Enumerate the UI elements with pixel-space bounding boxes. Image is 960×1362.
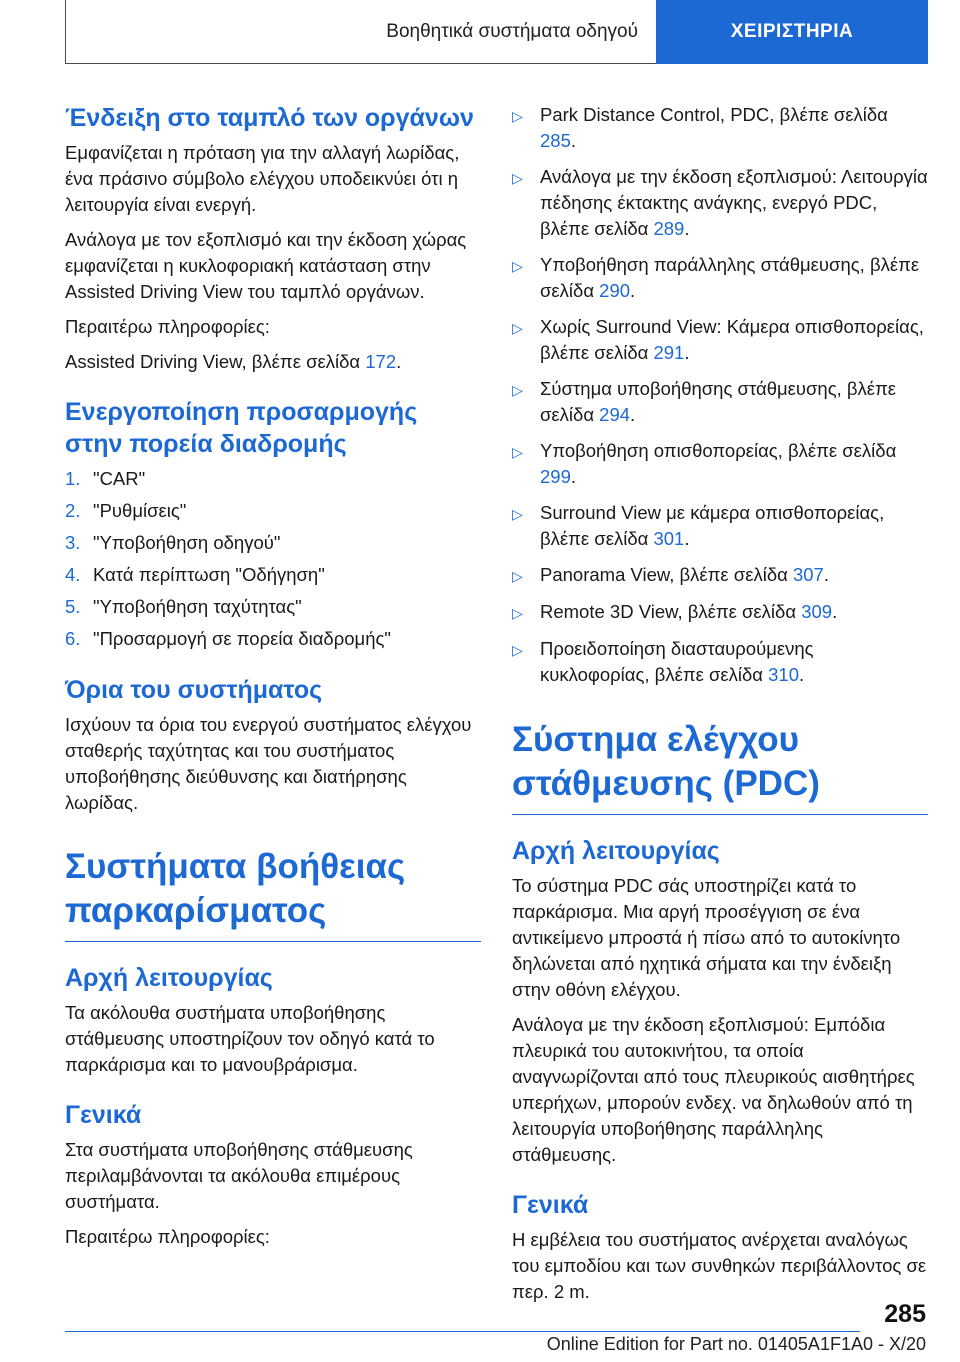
triangle-bullet-icon: ▷ — [512, 382, 523, 398]
list-item — [512, 164, 928, 242]
ref-text: Surround View με κάμερα οπισθοπορείας, βλέπε σελίδα — [540, 502, 885, 549]
triangle-bullet-icon: ▷ — [512, 258, 523, 274]
page-link[interactable]: 309 — [801, 601, 833, 622]
paragraph-more-info-2: Περαιτέρω πληροφορίες: — [65, 1226, 270, 1247]
list-item — [512, 252, 928, 304]
heading-principle-pdc: Αρχή λειτουργίας — [512, 837, 720, 865]
step-number: 6. — [65, 628, 81, 649]
step-text: "Υποβοήθηση οδηγού" — [93, 532, 281, 553]
step-item — [65, 466, 481, 492]
heading-principle: Αρχή λειτουργίας — [65, 964, 273, 992]
ref-end: . — [684, 218, 690, 239]
step-number: 4. — [65, 564, 81, 585]
page-link[interactable]: 291 — [653, 342, 685, 363]
step-number: 1. — [65, 468, 81, 489]
step-text: "Προσαρμογή σε πορεία διαδρομής" — [93, 628, 391, 649]
ref-text: Ανάλογα με την έκδοση εξοπλισμού: Λειτουργία πέδησης έκτακτης ανάγκης, ενεργό PDC, βλέπε σελίδα — [540, 166, 928, 239]
page-link[interactable]: 285 — [540, 130, 571, 151]
paragraph-principle: Τα ακόλουθα συστήματα υποβοήθησης στάθμευσης υποστηρίζουν τον οδηγό κατά το παρκάρισμα και το μανουβράρισμα. — [65, 1002, 435, 1075]
list-item — [512, 500, 928, 552]
step-text: "Υποβοήθηση ταχύτητας" — [93, 596, 302, 617]
list-item — [512, 636, 928, 688]
triangle-bullet-icon: ▷ — [512, 568, 523, 584]
paragraph-limits: Ισχύουν τα όρια του ενεργού συστήματος ελέγχου σταθερής ταχύτητας και του συστήματος υποβοήθησης διεύθυνσης και διατήρησης λωρίδας. — [65, 714, 472, 813]
activation-steps — [65, 466, 481, 652]
paragraph-adv-ref — [65, 349, 481, 375]
right-column — [512, 102, 928, 1314]
step-text: Κατά περίπτωση "Οδήγηση" — [93, 564, 325, 585]
heading-general-pdc: Γενικά — [512, 1191, 589, 1219]
heading-general: Γενικά — [65, 1101, 142, 1129]
step-item — [65, 530, 481, 556]
left-column — [65, 102, 481, 1259]
parking-systems-list — [512, 102, 928, 688]
ref-text: Panorama View, βλέπε σελίδα — [540, 564, 793, 585]
ref-end: . — [630, 404, 636, 425]
ref-end: . — [832, 601, 838, 622]
step-number: 2. — [65, 500, 81, 521]
step-text: "Ρυθμίσεις" — [93, 500, 187, 521]
ref-end: . — [570, 466, 577, 487]
page-link-172[interactable]: 172 — [365, 351, 397, 372]
paragraph-principle-pdc-1: Το σύστημα PDC σάς υποστηρίζει κατά το παρκάρισμα. Μια αργή προσέγγιση σε ένα αντικείμενο μπροστά ή πίσω από το αυτοκίνητο δηλώνεται από ηχητικά σήματα και την ένδειξη στην οθόνη ελέγχου. — [512, 875, 901, 1000]
triangle-bullet-icon: ▷ — [512, 170, 523, 186]
footer-divider — [65, 1331, 860, 1332]
list-item — [512, 599, 928, 626]
heading-pdc: Σύστημα ελέγχου στάθμευσης (PDC) — [512, 718, 928, 815]
triangle-bullet-icon: ▷ — [512, 642, 523, 658]
page-link[interactable]: 310 — [768, 664, 800, 685]
adv-ref-text: Assisted Driving View, βλέπε σελίδα — [65, 351, 366, 372]
step-number: 5. — [65, 596, 81, 617]
step-item — [65, 498, 481, 524]
triangle-bullet-icon: ▷ — [512, 605, 523, 621]
footer-edition: Online Edition for Part no. 01405A1F1A0 - X/20 — [546, 1334, 926, 1354]
ref-end: . — [684, 528, 690, 549]
adv-ref-end: . — [396, 351, 402, 372]
ref-end: . — [570, 130, 577, 151]
list-item — [512, 562, 928, 589]
step-item — [65, 562, 481, 588]
heading-limits: Όρια του συστήματος — [65, 676, 323, 704]
triangle-bullet-icon: ▷ — [512, 108, 523, 124]
triangle-bullet-icon: ▷ — [512, 444, 523, 460]
triangle-bullet-icon: ▷ — [512, 320, 523, 336]
ref-text: Υποβοήθηση παράλληλης στάθμευσης, βλέπε σελίδα — [540, 254, 920, 301]
page-link[interactable]: 289 — [653, 218, 685, 239]
page-number: 285 — [884, 1300, 926, 1328]
ref-text: Προειδοποίηση διασταυρούμενης κυκλοφορίας, βλέπε σελίδα — [540, 638, 814, 685]
ref-text: Σύστημα υποβοήθησης στάθμευσης, βλέπε σελίδα — [540, 378, 897, 425]
paragraph-general-pdc: Η εμβέλεια του συστήματος ανέρχεται αναλόγως του εμποδίου και των συνθηκών περιβάλλοντος σε περ. 2 m. — [512, 1229, 927, 1302]
ref-end: . — [684, 342, 690, 363]
page-link[interactable]: 294 — [599, 404, 631, 425]
paragraph-principle-pdc-2: Ανάλογα με την έκδοση εξοπλισμού: Εμπόδια πλευρικά του αυτοκινήτου, τα οποία αναγνωρίζονται από τους πλευρικούς αισθητήρες υπερήχων, μπορούν ενδεχ. να δηλωθούν από τη λειτουργία υποβοήθησης παράλληλης στάθμευσης. — [512, 1014, 915, 1165]
page-link[interactable]: 299 — [540, 466, 571, 487]
paragraph-general: Στα συστήματα υποβοήθησης στάθμευσης περιλαμβάνονται τα ακόλουθα επιμέρους συστήματα. — [65, 1139, 413, 1212]
page-header — [65, 0, 928, 64]
ref-end: . — [823, 564, 829, 585]
list-item — [512, 314, 928, 366]
list-item — [512, 438, 928, 490]
paragraph-more-info: Περαιτέρω πληροφορίες: — [65, 316, 270, 337]
heading-indication: Ένδειξη στο ταμπλό των οργάνων — [65, 104, 474, 132]
list-item — [512, 376, 928, 428]
heading-activation: Ενεργοποίηση προσαρμογής στην πορεία διαδρομής — [65, 398, 418, 458]
step-number: 3. — [65, 532, 81, 553]
section-title: Βοηθητικά συστήματα οδηγού — [65, 0, 656, 64]
page-link[interactable]: 307 — [792, 564, 824, 585]
ref-text: Park Distance Control, PDC, βλέπε σελίδα — [540, 104, 888, 125]
ref-text: Υποβοήθηση οπισθοπορείας, βλέπε σελίδα — [540, 440, 897, 461]
paragraph-indication-1: Εμφανίζεται η πρόταση για την αλλαγή λωρίδας, ένα πράσινο σύμβολο ελέγχου υποδεικνύει ότι η λειτουργία είναι ενεργή. — [65, 142, 460, 215]
step-item — [65, 594, 481, 620]
paragraph-indication-2: Ανάλογα με τον εξοπλισμό και την έκδοση χώρας εμφανίζεται η κυκλοφοριακή κατάσταση στην Assisted Driving View του ταμπλό οργάνων. — [65, 229, 467, 302]
list-item — [512, 102, 928, 154]
ref-end: . — [799, 664, 805, 685]
step-text: "CAR" — [93, 468, 146, 489]
ref-text: Χωρίς Surround View: Κάμερα οπισθοπορείας, βλέπε σελίδα — [540, 316, 924, 363]
heading-parking-systems: Συστήματα βοήθειας παρκαρίσματος — [65, 845, 481, 942]
triangle-bullet-icon: ▷ — [512, 506, 523, 522]
ref-end: . — [630, 280, 636, 301]
chapter-tab: ΧΕΙΡΙΣΤΗΡΙΑ — [656, 0, 928, 64]
page-link[interactable]: 301 — [653, 528, 685, 549]
page-link[interactable]: 290 — [599, 280, 631, 301]
ref-text: Remote 3D View, βλέπε σελίδα — [540, 601, 802, 622]
step-item — [65, 626, 481, 652]
